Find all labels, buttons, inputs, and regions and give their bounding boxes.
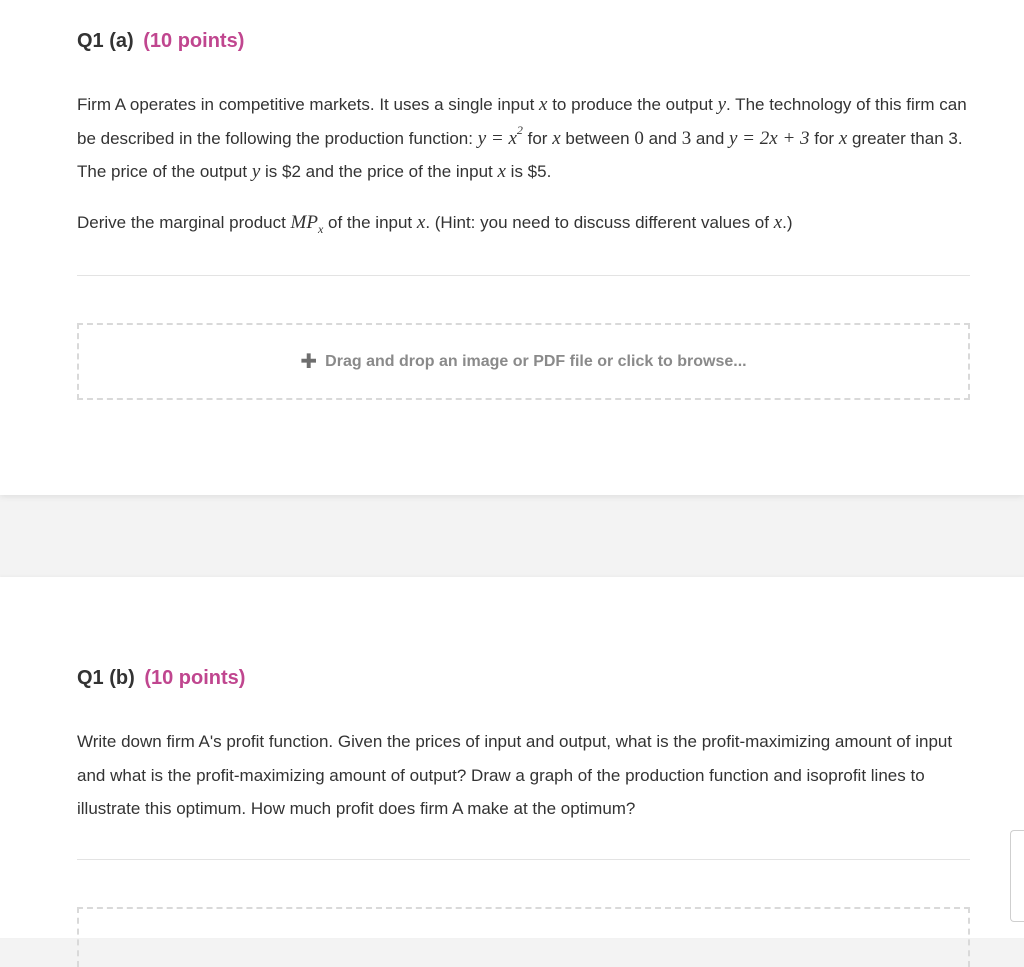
points-label: (10 points) bbox=[143, 30, 245, 52]
divider bbox=[77, 859, 970, 860]
question-prompt-q1a: Derive the marginal product $MP_x$ of the input x. (Hint: you need to discuss different values of x.) bbox=[77, 212, 793, 236]
file-upload-dropzone[interactable] bbox=[77, 323, 970, 400]
file-upload-dropzone[interactable] bbox=[77, 907, 970, 967]
divider bbox=[77, 275, 970, 276]
question-label: Q1 (b) bbox=[77, 667, 135, 689]
question-title-q1b bbox=[77, 667, 245, 690]
production-function-part2: y = 2x + 3 bbox=[729, 127, 810, 149]
question-title-q1a bbox=[77, 30, 244, 53]
upload-label: Drag and drop an image or PDF file or click to browse... bbox=[325, 352, 747, 370]
question-text-q1b: Write down firm A's profit function. Given the prices of input and output, what is the profit-maximizing amount of input and what is the profit-maximizing amount of output? Draw a graph of the production function and isoprofit lines to illustrate this optimum. How much profit does firm A make at the optimum? bbox=[77, 732, 953, 818]
question-card-q1b bbox=[0, 577, 1024, 938]
question-text-q1a: Firm A operates in competitive markets. It uses a single input x to produce the output y. The technology of this firm can be described in the following the production function: $y = x^2$ for x between 0 and 3 and y = 2x + 3 for x greater than 3. The price of the output y is $2 and the price of the input x is $5. bbox=[77, 94, 967, 182]
marginal-product-symbol: $MP_x$ bbox=[290, 212, 324, 236]
question-label: Q1 (a) bbox=[77, 30, 134, 52]
production-function-part1: $y = x^2$ bbox=[477, 123, 523, 149]
side-panel-tab[interactable] bbox=[1010, 830, 1024, 922]
points-label: (10 points) bbox=[144, 667, 246, 689]
plus-icon: ✚ bbox=[300, 350, 318, 373]
